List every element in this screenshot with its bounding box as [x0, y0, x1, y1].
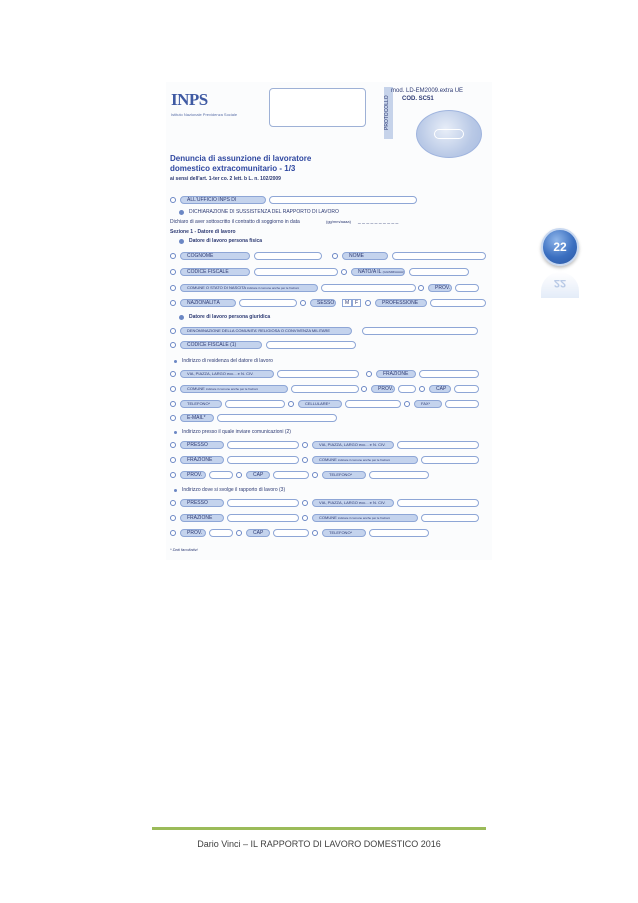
row-residenza-comune — [166, 384, 492, 394]
comune-label: COMUNE indicare il comune anche per le frazioni — [312, 514, 418, 522]
row-dichiarazione — [166, 208, 492, 218]
form-title: Denuncia di assunzione di lavoratore domestico extracomunitario - 1/3 — [170, 154, 312, 173]
bullet-icon — [174, 489, 177, 492]
row-rapporto-frazione — [166, 513, 492, 523]
radio-icon — [170, 472, 176, 478]
denominazione-label: DENOMINAZIONE DELLA COMUNITA' RELIGIOSA O CONVIVENZA MILITARE — [180, 327, 352, 335]
via-label: VIA, PIAZZA, LARGO ecc... e N. CIV. — [312, 499, 394, 507]
bullet-icon — [179, 210, 184, 215]
inps-form-image — [166, 82, 492, 560]
page-number-reflection: 22 — [541, 272, 579, 298]
page-number-badge: 22 — [541, 228, 579, 266]
presso-field — [227, 441, 299, 449]
radio-icon — [365, 300, 371, 306]
comune-label: COMUNE indicare il comune anche per le frazioni — [180, 385, 288, 393]
radio-icon — [170, 253, 176, 259]
radio-icon — [332, 253, 338, 259]
via-field — [277, 370, 359, 378]
radio-icon — [302, 457, 308, 463]
bullet-icon — [174, 431, 177, 434]
nazionalita-label: NAZIONALITÀ — [180, 299, 236, 307]
radio-icon — [170, 457, 176, 463]
form-cod: COD. SC51 — [402, 96, 434, 102]
cap-field — [273, 529, 309, 537]
radio-icon — [236, 472, 242, 478]
row-ufficio — [166, 195, 492, 205]
denominazione-field — [362, 327, 478, 335]
via-label: VIA, PIAZZA, LARGO ecc... e N. CIV. — [180, 370, 274, 378]
row-persona-fisica — [166, 237, 492, 247]
telefono-label: TELEFONO* — [180, 400, 222, 408]
radio-icon — [170, 285, 176, 291]
bullet-icon — [179, 239, 184, 244]
cellulare-field — [345, 400, 401, 408]
row-codice-fiscale-1 — [166, 340, 492, 350]
nome-label: NOME — [342, 252, 388, 260]
nazionalita-field — [239, 299, 297, 307]
cap-label: CAP — [246, 529, 270, 537]
page-footer: Dario Vinci – IL RAPPORTO DI LAVORO DOMESTICO 2016 — [197, 839, 441, 849]
prov-label: PROV. — [428, 284, 452, 292]
codice-fiscale-field — [254, 268, 338, 276]
comune-field — [421, 514, 479, 522]
prov-field — [209, 471, 233, 479]
handshake-logo-icon — [416, 110, 482, 158]
radio-icon — [170, 401, 176, 407]
presso-field — [227, 499, 299, 507]
row-rapporto-prov — [166, 528, 492, 538]
professione-label: PROFESSIONE — [375, 299, 427, 307]
bullet-icon — [174, 360, 177, 363]
frazione-label: FRAZIONE — [180, 456, 224, 464]
prov-field — [398, 385, 416, 393]
row-cognome-nome — [166, 251, 492, 261]
radio-icon — [300, 300, 306, 306]
telefono-label: TELEFONO* — [322, 529, 366, 537]
ufficio-field — [269, 196, 417, 204]
codice-fiscale-1-field — [266, 341, 356, 349]
prov-field — [455, 284, 479, 292]
telefono-field — [369, 471, 429, 479]
comune-nascita-field — [321, 284, 416, 292]
frazione-label: FRAZIONE — [180, 514, 224, 522]
persona-giuridica-heading: Datore di lavoro persona giuridica — [189, 314, 271, 320]
cap-label: CAP — [246, 471, 270, 479]
cap-field — [273, 471, 309, 479]
prov-field — [209, 529, 233, 537]
protocol-label: PROTOCOLLO — [384, 87, 393, 139]
presso-label: PRESSO — [180, 441, 224, 449]
row-comune-nascita — [166, 283, 492, 293]
inps-logo: INPS — [171, 90, 208, 109]
telefono-label: TELEFONO* — [322, 471, 366, 479]
radio-icon — [361, 386, 367, 392]
radio-icon — [170, 386, 176, 392]
sezione1-heading: Sezione 1 - Datore di lavoro — [170, 229, 236, 235]
radio-icon — [170, 442, 176, 448]
inps-logo-subtitle: Istituto Nazionale Previdenza Sociale — [171, 112, 238, 117]
row-denominazione — [166, 326, 492, 336]
radio-icon — [170, 515, 176, 521]
radio-icon — [312, 530, 318, 536]
via-label: VIA, PIAZZA, LARGO ecc... e N. CIV. — [312, 441, 394, 449]
comune-field — [421, 456, 479, 464]
sesso-m-checkbox: M — [342, 299, 352, 307]
radio-icon — [170, 530, 176, 536]
nome-field — [392, 252, 486, 260]
presso-label: PRESSO — [180, 499, 224, 507]
row-residenza-via — [166, 369, 492, 379]
dichiaro-text: Dichiaro di aver sottoscritto il contratto di soggiorno in data — [170, 219, 300, 225]
row-comunicazioni-frazione — [166, 455, 492, 465]
via-field — [397, 441, 479, 449]
prov-label: PROV. — [180, 529, 206, 537]
radio-icon — [312, 472, 318, 478]
cellulare-label: CELLULARE* — [298, 400, 342, 408]
prov-label: PROV. — [180, 471, 206, 479]
fax-label: FAX* — [414, 400, 442, 408]
radio-icon — [170, 371, 176, 377]
frazione-field — [227, 456, 299, 464]
frazione-field — [227, 514, 299, 522]
nato-il-label: NATO/A IL (GG/MM/AAAA) — [351, 268, 405, 276]
radio-icon — [170, 342, 176, 348]
radio-icon — [170, 269, 176, 275]
row-rapporto-heading — [166, 486, 492, 496]
prov-label: PROV. — [371, 385, 395, 393]
frazione-label: FRAZIONE — [376, 370, 416, 378]
radio-icon — [288, 401, 294, 407]
radio-icon — [302, 500, 308, 506]
radio-icon — [302, 442, 308, 448]
persona-fisica-heading: Datore di lavoro persona fisica — [189, 238, 263, 244]
radio-icon — [170, 415, 176, 421]
radio-icon — [170, 500, 176, 506]
radio-icon — [419, 386, 425, 392]
row-comunicazioni-presso — [166, 440, 492, 450]
comune-nascita-label: COMUNE O STATO DI NASCITA indicare il comune anche per le frazioni — [180, 284, 318, 292]
protocol-box — [269, 88, 366, 127]
radio-icon — [418, 285, 424, 291]
comune-label: COMUNE indicare il comune anche per le frazioni — [312, 456, 418, 464]
ufficio-label: ALL'UFFICIO INPS DI — [180, 196, 266, 204]
form-subtitle: ai sensi dell'art. 1-ter co. 2 lett. b L. n. 102/2009 — [170, 176, 281, 182]
dichiaro-hint: (gg/mm/aaaa) — [326, 219, 351, 224]
row-dichiaro — [166, 218, 492, 228]
cap-field — [454, 385, 479, 393]
comunicazioni-heading: Indirizzo presso il quale inviare comunicazioni (2) — [182, 429, 291, 435]
row-residenza-telefono — [166, 399, 492, 409]
cognome-label: COGNOME — [180, 252, 250, 260]
cognome-field — [254, 252, 322, 260]
row-email — [166, 413, 492, 423]
fax-field — [445, 400, 479, 408]
via-field — [397, 499, 479, 507]
nato-il-field — [409, 268, 469, 276]
radio-icon — [236, 530, 242, 536]
footer-rule — [152, 827, 486, 830]
row-footnote — [166, 546, 492, 556]
dichiarazione-heading: DICHIARAZIONE DI SUSSISTENZA DEL RAPPORTO DI LAVORO — [189, 209, 339, 215]
radio-icon — [341, 269, 347, 275]
frazione-field — [419, 370, 479, 378]
email-label: E-MAIL* — [180, 414, 214, 422]
radio-icon — [170, 197, 176, 203]
codice-fiscale-1-label: CODICE FISCALE (1) — [180, 341, 262, 349]
row-nazionalita — [166, 298, 492, 308]
rapporto-heading: Indirizzo dove si svolge il rapporto di lavoro (3) — [182, 487, 286, 493]
cap-label: CAP — [429, 385, 451, 393]
telefono-field — [369, 529, 429, 537]
sesso-f-checkbox: F — [352, 299, 361, 307]
dichiaro-blank: _ _ _ _ _ _ _ _ _ _ — [358, 219, 399, 225]
row-comunicazioni-heading — [166, 428, 492, 438]
radio-icon — [170, 328, 176, 334]
residenza-heading: Indirizzo di residenza del datore di lavoro — [182, 358, 273, 364]
row-cf-nato — [166, 267, 492, 277]
professione-field — [430, 299, 486, 307]
sesso-label: SESSO — [310, 299, 336, 307]
comune-field — [291, 385, 359, 393]
radio-icon — [404, 401, 410, 407]
row-comunicazioni-prov — [166, 470, 492, 480]
row-residenza-heading — [166, 357, 492, 367]
radio-icon — [366, 371, 372, 377]
email-field — [217, 414, 337, 422]
codice-fiscale-label: CODICE FISCALE — [180, 268, 250, 276]
form-mod-code: mod. LD-EM2009.extra UE — [391, 88, 464, 94]
bullet-icon — [179, 315, 184, 320]
telefono-field — [225, 400, 285, 408]
row-persona-giuridica — [166, 313, 492, 323]
radio-icon — [170, 300, 176, 306]
row-rapporto-presso — [166, 498, 492, 508]
radio-icon — [302, 515, 308, 521]
footnote: * Dati facoltativi — [170, 547, 198, 552]
